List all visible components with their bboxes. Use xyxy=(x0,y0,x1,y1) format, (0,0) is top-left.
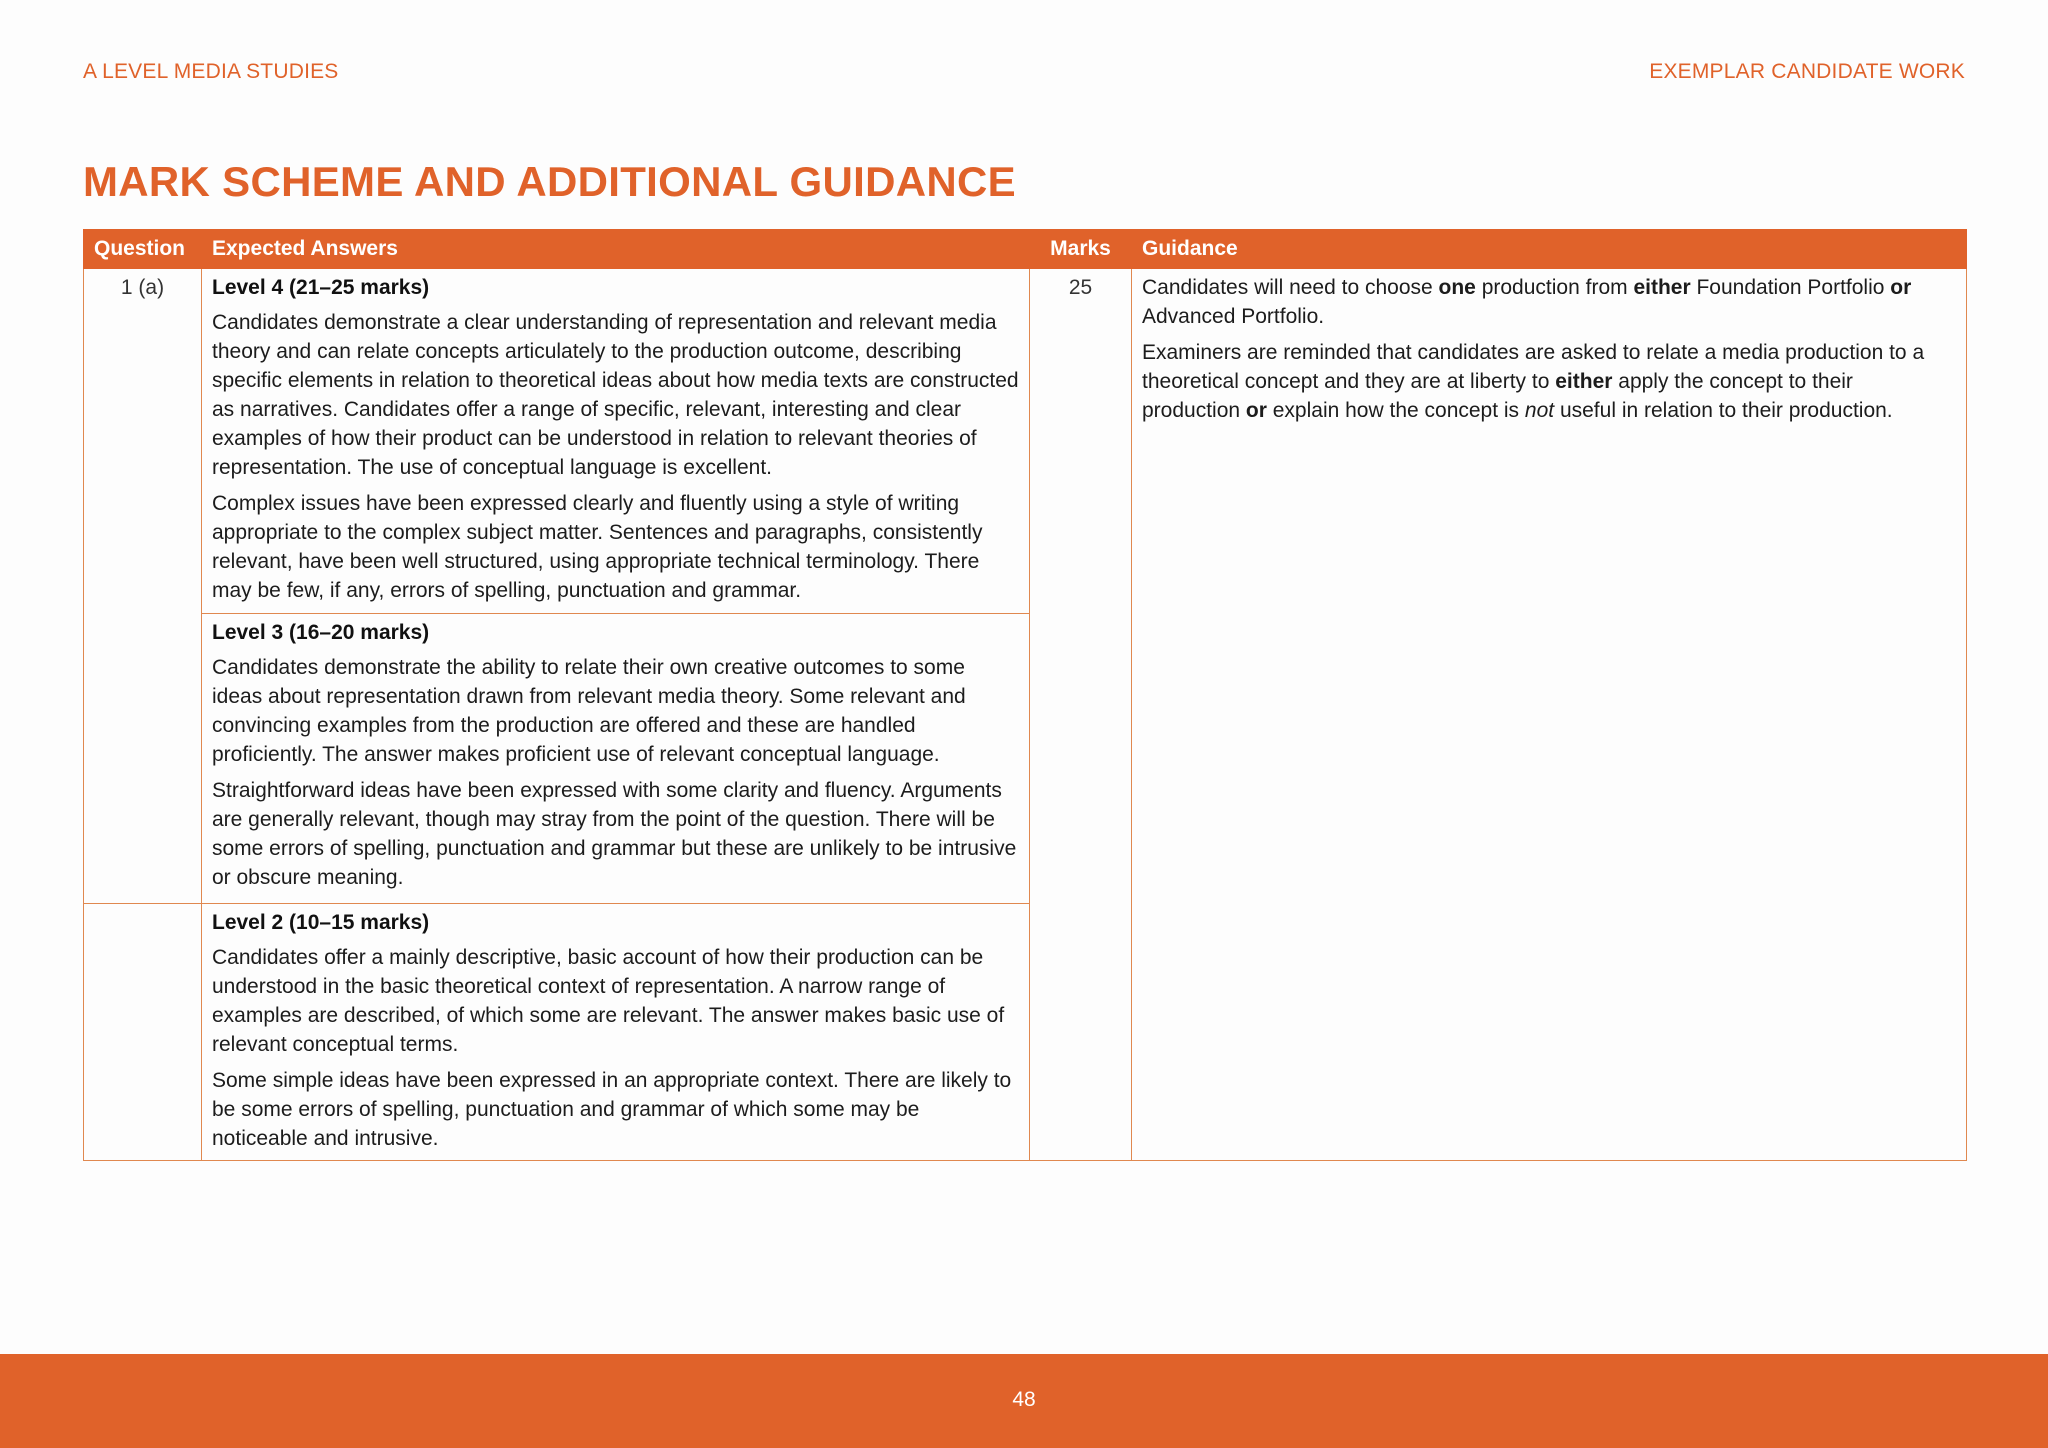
level-3-paragraph: Straightforward ideas have been expressed with some clarity and fluency. Arguments are generally relevant, though may stray from the point of the question. There will be some errors of spelling, punctuation and grammar but these are unlikely to be intrusive or obscure meaning. xyxy=(212,779,1017,889)
header-marks: Marks xyxy=(1030,230,1132,269)
marks-value: 25 xyxy=(1030,269,1132,1161)
table-row xyxy=(84,269,1967,614)
guidance-paragraph: Candidates will need to choose one production from either Foundation Portfolio or Advanced Portfolio. xyxy=(1142,276,1912,328)
level-3-heading: Level 3 (16–20 marks) xyxy=(212,621,430,644)
level-2-paragraph: Some simple ideas have been expressed in an appropriate context. There are likely to be some errors of spelling, punctuation and grammar of which some may be noticeable and intrusive. xyxy=(212,1069,1012,1150)
page-number: 48 xyxy=(1012,1388,1036,1411)
running-header-left: A LEVEL MEDIA STUDIES xyxy=(83,60,339,83)
guidance-cell xyxy=(1132,269,1967,1161)
table-header-row xyxy=(84,230,1967,269)
level-3-cell xyxy=(202,614,1030,904)
guidance-paragraph: Examiners are reminded that candidates are asked to relate a media production to a theoretical concept and they are at liberty to either apply the concept to their production or explain how the concept is not useful in relation to their production. xyxy=(1142,341,1925,422)
mark-scheme-table xyxy=(83,229,1967,1161)
level-3-paragraph: Candidates demonstrate the ability to relate their own creative outcomes to some ideas about representation drawn from relevant media theory. Some relevant and convincing examples from the production are offered and these are handled proficiently. The answer makes proficient use of relevant conceptual language. xyxy=(212,656,966,766)
footer-bar xyxy=(0,1354,2048,1448)
level-4-paragraph: Complex issues have been expressed clearly and fluently using a style of writing appropriate to the complex subject matter. Sentences and paragraphs, consistently relevant, have been well structured, using appropriate technical terminology. There may be few, if any, errors of spelling, punctuation and grammar. xyxy=(212,492,983,602)
level-2-paragraph: Candidates offer a mainly descriptive, basic account of how their production can be understood in the basic theoretical context of representation. A narrow range of examples are described, of which some are relevant. The answer makes basic use of relevant conceptual terms. xyxy=(212,946,1005,1056)
level-2-heading: Level 2 (10–15 marks) xyxy=(212,911,430,934)
header-expected-answers: Expected Answers xyxy=(202,230,1030,269)
level-4-heading: Level 4 (21–25 marks) xyxy=(212,276,430,299)
level-4-cell xyxy=(202,269,1030,614)
level-4-paragraph: Candidates demonstrate a clear understanding of representation and relevant media theory and can relate concepts articulately to the production outcome, describing specific elements in relation to theoretical ideas about how media texts are constructed as narratives. Candidates offer a range of specific, relevant, interesting and clear examples of how their product can be understood in relation to relevant theories of representation. The use of conceptual language is excellent. xyxy=(212,311,1019,479)
header-question: Question xyxy=(84,230,202,269)
header-guidance: Guidance xyxy=(1132,230,1967,269)
question-number: 1 (a) xyxy=(84,269,202,904)
running-header-right: EXEMPLAR CANDIDATE WORK xyxy=(1649,60,1965,83)
page-title: MARK SCHEME AND ADDITIONAL GUIDANCE xyxy=(83,158,1016,205)
question-empty-cell xyxy=(84,904,202,1161)
level-2-cell xyxy=(202,904,1030,1161)
